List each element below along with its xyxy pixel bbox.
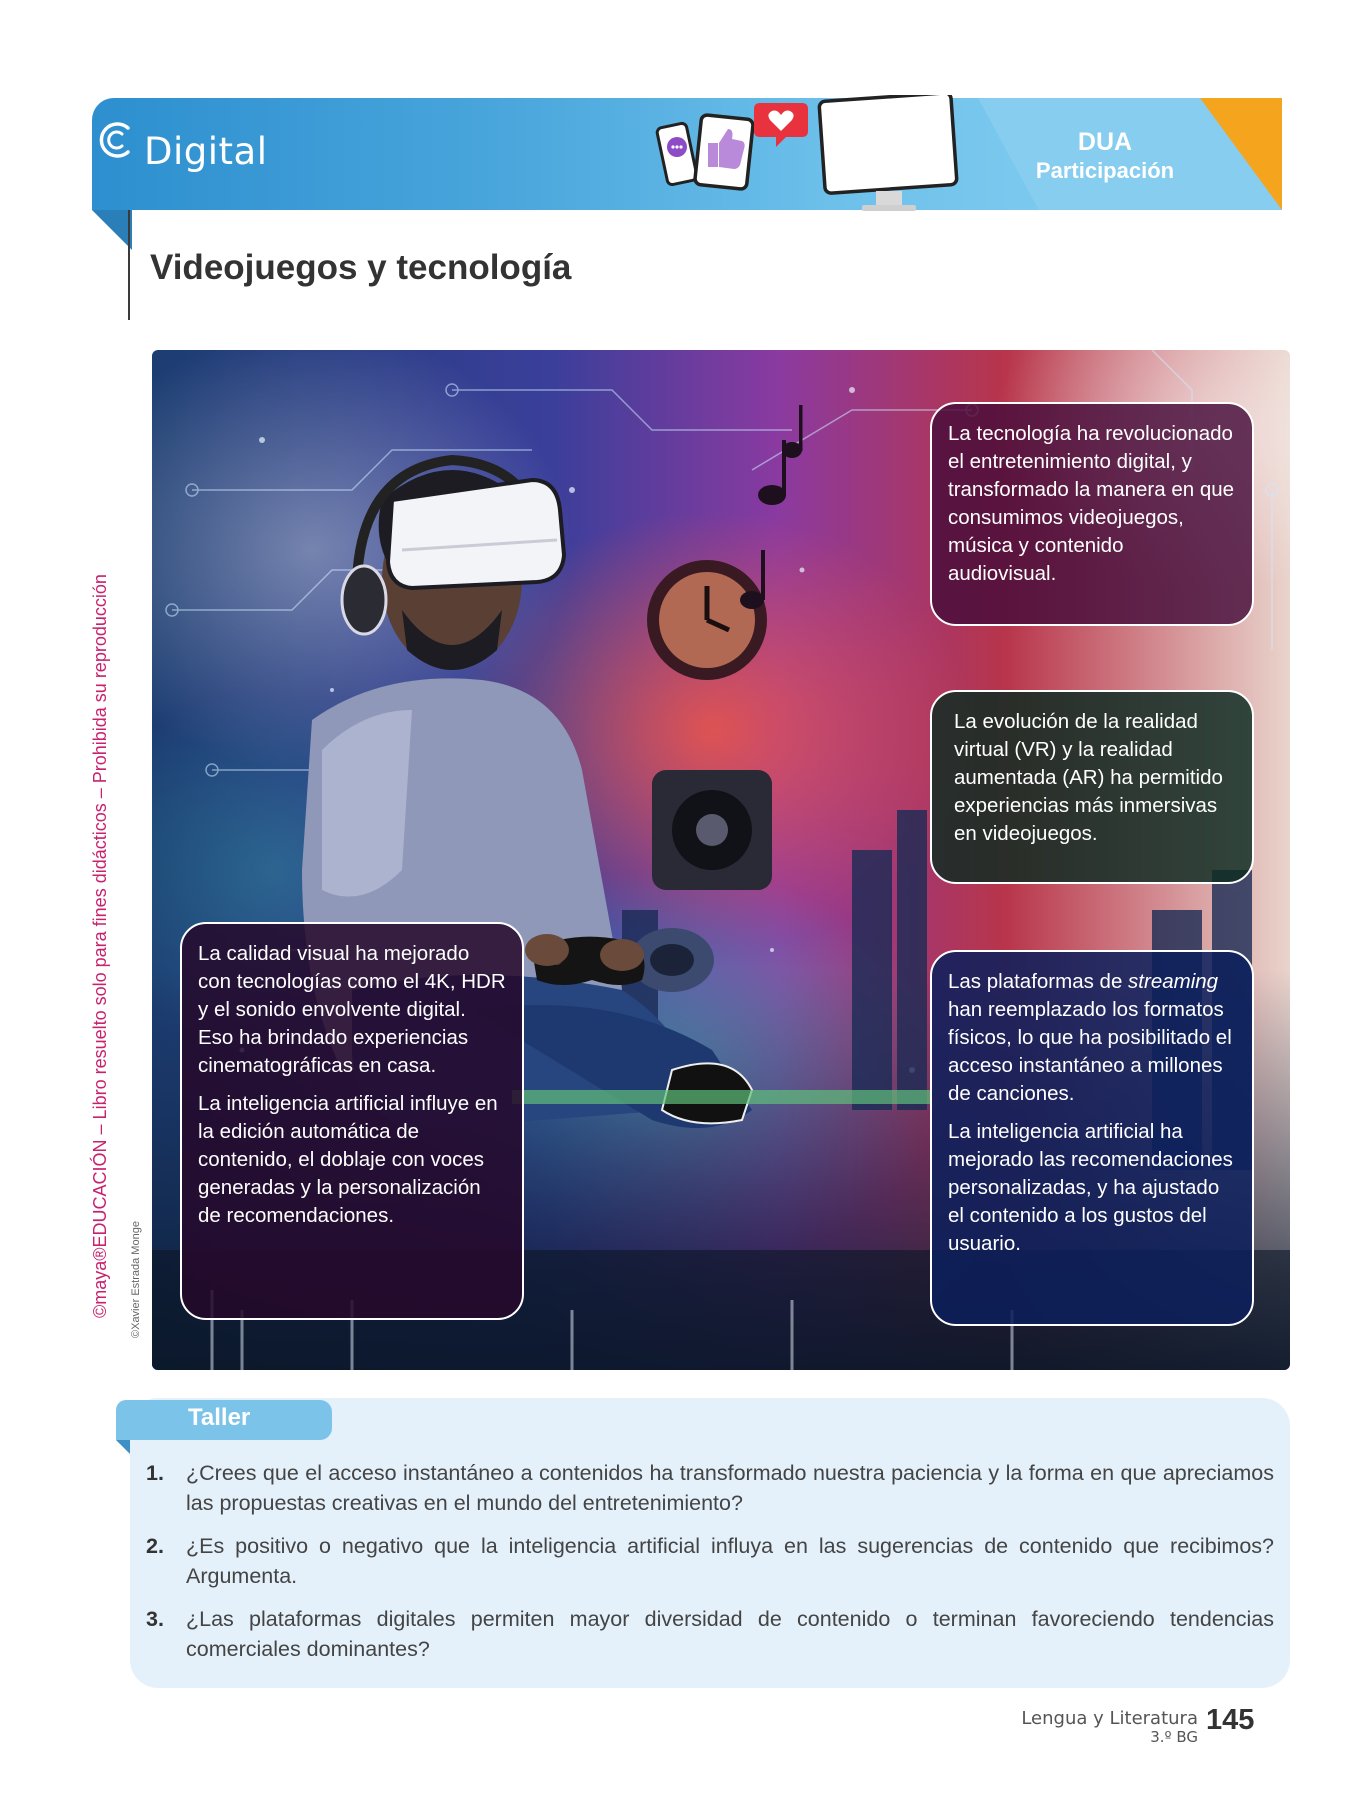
dua-title: DUA — [1077, 128, 1133, 156]
page-title: Videojuegos y tecnología — [150, 248, 572, 287]
vr-headset-icon — [388, 480, 564, 588]
monitor-icon — [819, 95, 957, 211]
question-item — [146, 1604, 1274, 1664]
info-box-paragraph: Las plataformas de streaming han reemplazado los formatos físicos, lo que ha posibilitado el acceso instantáneo a millones de canciones. — [948, 970, 1232, 1105]
thumbs-up-icon — [694, 114, 753, 189]
section-label: Digital — [144, 130, 268, 173]
dua-subtitle: Participación — [1035, 158, 1175, 183]
info-box-text: La tecnología ha revolucionado el entretenimiento digital, y transformado la manera en que consumimos videojuegos, música y contenido audiovisual. — [948, 422, 1235, 585]
question-text: ¿Las plataformas digitales permiten mayor diversidad de contenido o terminan favoreciendo tendencias comerciales dominantes? — [186, 1607, 1274, 1661]
heart-icon — [754, 103, 808, 147]
image-credit: ©Xavier Estrada Monge — [130, 1221, 142, 1338]
taller-label: Taller — [188, 1404, 251, 1431]
speaker-icon — [652, 770, 772, 890]
question-number: 1. — [146, 1461, 164, 1485]
question-text: ¿Es positivo o negativo que la inteligencia artificial influya en las sugerencias de contenido que recibimos? Argumenta. — [186, 1534, 1274, 1588]
info-box-text: La evolución de la realidad virtual (VR) y la realidad aumentada (AR) ha permitido experiencias más inmersivas en videojuegos. — [954, 710, 1223, 845]
question-number: 3. — [146, 1607, 164, 1631]
info-box-visual-quality — [180, 922, 524, 1320]
page-number: 145 — [1206, 1704, 1255, 1736]
footer-grade: 3.º BG — [1150, 1728, 1198, 1746]
clock-icon — [647, 560, 767, 680]
question-number: 2. — [146, 1534, 164, 1558]
info-box-streaming — [930, 950, 1254, 1326]
question-item — [146, 1458, 1274, 1518]
digital-logo-icon — [92, 118, 136, 162]
info-box-technology — [930, 402, 1254, 626]
title-rule — [128, 210, 130, 320]
footer-subject: Lengua y Literatura — [1021, 1708, 1198, 1729]
taller-tab-fold — [116, 1440, 130, 1454]
info-box-vr-ar — [930, 690, 1254, 884]
devices-illustration — [650, 95, 970, 215]
copyright-notice: ©maya®EDUCACIÓN – Libro resuelto solo para fines didácticos – Prohibida su reproducción — [90, 574, 110, 1318]
question-text: ¿Crees que el acceso instantáneo a contenidos ha transformado nuestra paciencia y la forma en que apreciamos las propuestas creativas en el mundo del entretenimiento? — [186, 1461, 1274, 1515]
info-box-paragraph: La calidad visual ha mejorado con tecnologías como el 4K, HDR y el sonido envolvente digital. Eso ha brindado experiencias cinematográficas en casa. — [198, 942, 506, 1077]
info-box-paragraph: La inteligencia artificial influye en la edición automática de contenido, el doblaje con voces generadas y la personalización de recomendaciones. — [198, 1092, 498, 1227]
chat-bubble-icon — [656, 123, 697, 186]
banner-fold — [92, 210, 132, 250]
info-box-paragraph: La inteligencia artificial ha mejorado las recomendaciones personalizadas, y ha ajustado el contenido a los gustos del usuario. — [948, 1120, 1233, 1255]
question-item — [146, 1531, 1274, 1591]
streaming-term: streaming — [1128, 970, 1219, 993]
